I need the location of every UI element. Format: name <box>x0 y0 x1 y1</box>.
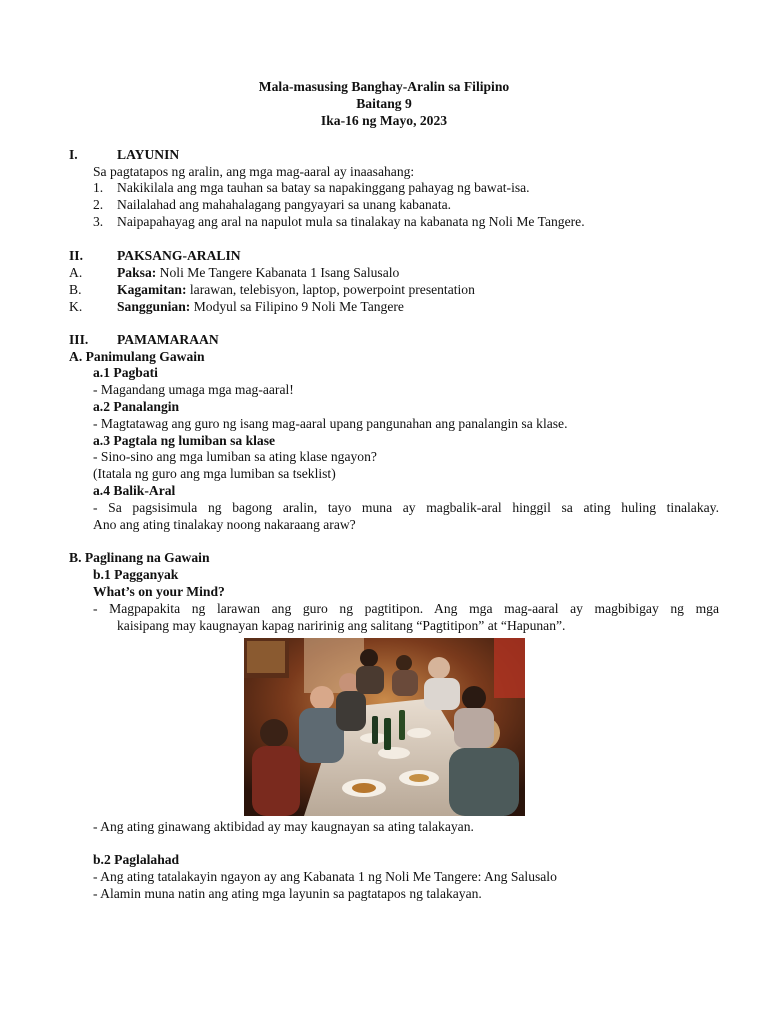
dinner-gathering-illustration <box>244 638 525 816</box>
objective-text: Naipapahayag ang aral na napulot mula sa tinalakay na kabanata ng Noli Me Tangere. <box>117 214 585 229</box>
a3-title: a.3 Pagtala ng lumiban sa klase <box>93 433 276 448</box>
b2-text-objectives: - Alamin muna natin ang ating mga layunin sa pagtatapos ng talakayan. <box>93 886 482 901</box>
part-b-heading: B. Paglinang na Gawain <box>69 550 210 565</box>
subject-label: Paksa: <box>117 265 157 280</box>
subject-row <box>117 264 399 281</box>
section-3-heading: PAMAMARAAN <box>117 332 219 347</box>
objective-text: Nakikilala ang mga tauhan sa batay sa napakinggang pahayag ng bawat-isa. <box>117 180 530 195</box>
grade-level: Baitang 9 <box>356 96 412 111</box>
lesson-date: Ika-16 ng Mayo, 2023 <box>320 113 448 128</box>
section-2-heading: PAKSANG-ARALIN <box>117 248 241 263</box>
objective-number: 3. <box>93 214 104 229</box>
subject-value: Noli Me Tangere Kabanata 1 Isang Salusalo <box>156 265 400 280</box>
section-1-heading: LAYUNIN <box>117 147 180 162</box>
a4-question: Ano ang ating tinalakay noong nakaraang araw? <box>93 517 356 532</box>
part-a-heading: A. Panimulang Gawain <box>69 349 205 364</box>
b1-subtitle: What’s on your Mind? <box>93 584 225 599</box>
materials-label: Kagamitan: <box>117 282 187 297</box>
a2-text: - Magtatawag ang guro ng isang mag-aaral upang pangunahan ang panalangin sa klase. <box>93 416 568 431</box>
reference-row <box>117 298 404 315</box>
reference-label: Sanggunian: <box>117 299 191 314</box>
section-1-numeral: I. <box>69 147 78 162</box>
a4-title: a.4 Balik-Aral <box>93 483 176 498</box>
b1-text-continued: kaisipang may kaugnayan kapag naririnig ang salitang “Pagtitipon” at “Hapunan”. <box>117 618 566 633</box>
reference-letter: K. <box>69 299 83 314</box>
section-3-numeral: III. <box>69 332 89 347</box>
a1-text: - Magandang umaga mga mag-aaral! <box>93 382 294 397</box>
a2-title: a.2 Panalangin <box>93 399 180 414</box>
a1-title: a.1 Pagbati <box>93 365 158 380</box>
objective-number: 2. <box>93 197 104 212</box>
subject-letter: A. <box>69 265 83 280</box>
b1-after-text: - Ang ating ginawang aktibidad ay may kaugnayan sa ating talakayan. <box>93 819 474 834</box>
dinner-gathering-photo <box>244 638 525 816</box>
a3-text: - Sino-sino ang mga lumiban sa ating klase ngayon? <box>93 449 377 464</box>
objective-number: 1. <box>93 180 104 195</box>
b2-text: - Ang ating tatalakayin ngayon ay ang Kabanata 1 ng Noli Me Tangere: Ang Salusalo <box>93 869 557 884</box>
document-title: Mala-masusing Banghay-Aralin sa Filipino <box>258 79 510 94</box>
a4-text: - Sa pagsisimula ng bagong aralin, tayo muna ay magbalik-aral hinggil sa ating huling tinalakay. <box>93 500 719 515</box>
materials-letter: B. <box>69 282 82 297</box>
objective-text: Nailalahad ang mahahalagang pangyayari sa unang kabanata. <box>117 197 452 212</box>
b2-title: b.2 Paglalahad <box>93 852 180 867</box>
a3-note: (Itatala ng guro ang mga lumiban sa tseklist) <box>93 466 336 481</box>
document-header <box>0 78 768 129</box>
reference-value: Modyul sa Filipino 9 Noli Me Tangere <box>190 299 404 314</box>
objectives-intro: Sa pagtatapos ng aralin, ang mga mag-aaral ay inaasahang: <box>93 164 415 179</box>
materials-value: larawan, telebisyon, laptop, powerpoint presentation <box>186 282 475 297</box>
b1-title: b.1 Pagganyak <box>93 567 179 582</box>
b1-text: - Magpapakita ng larawan ang guro ng pagtitipon. Ang mga mag-aaral ay magbibigay ng mga <box>93 601 719 616</box>
section-2-numeral: II. <box>69 248 83 263</box>
materials-row <box>117 281 475 298</box>
